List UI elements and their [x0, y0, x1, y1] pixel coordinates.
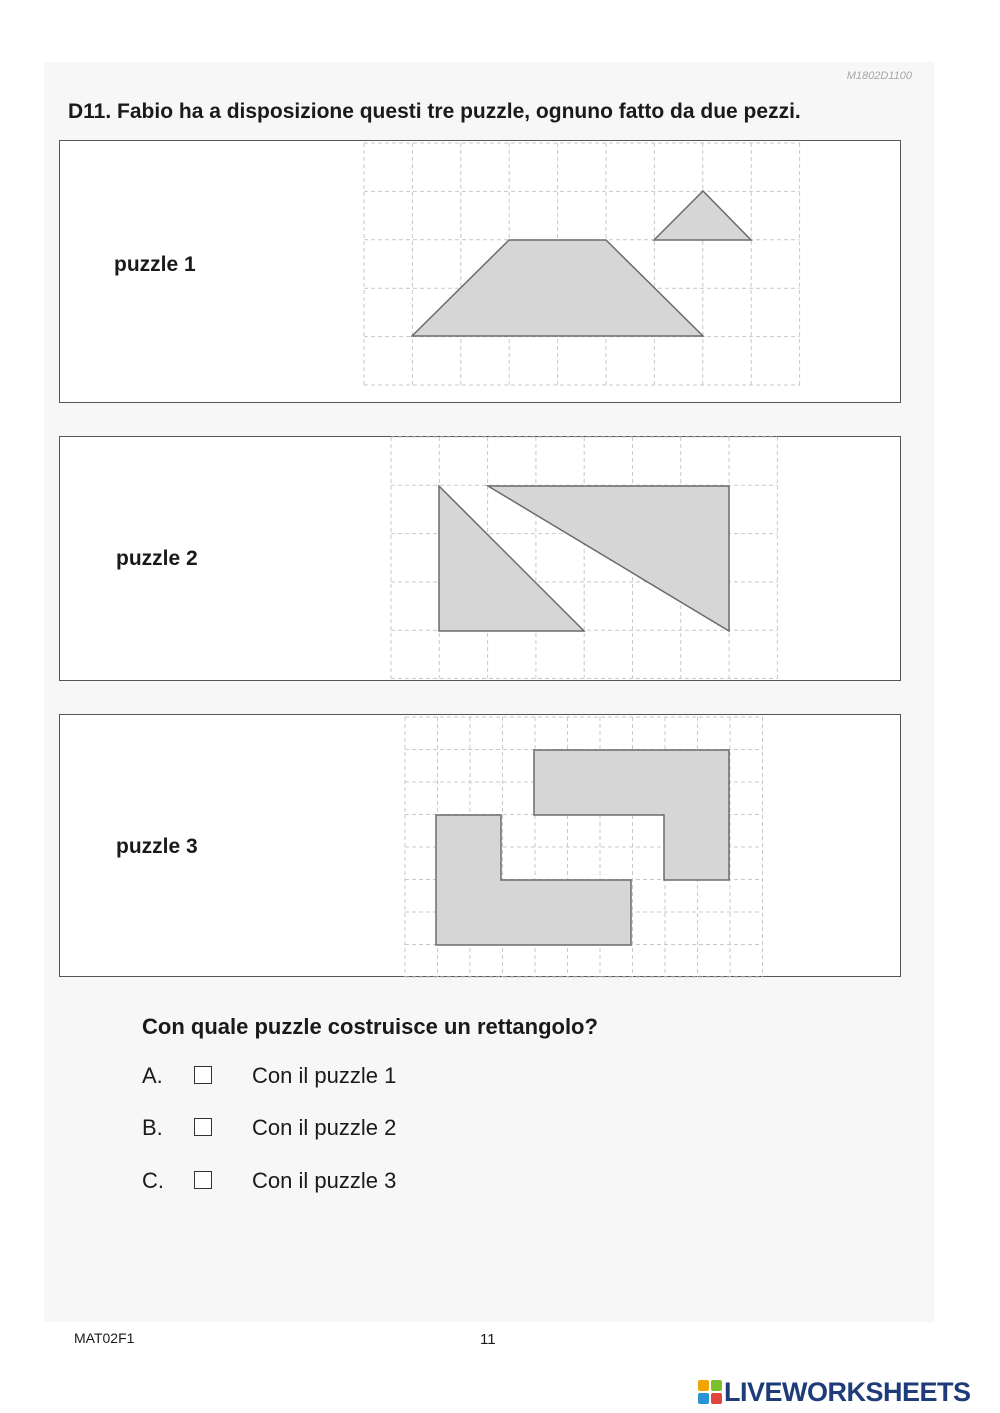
- logo-square-3: [698, 1393, 709, 1404]
- puzzle-1-grid: [364, 143, 804, 389]
- logo-square-1: [698, 1380, 709, 1391]
- puzzle-3-grid: [405, 717, 765, 977]
- option-c-letter: C.: [142, 1168, 164, 1193]
- puzzle-1-triangle-piece: [654, 191, 751, 240]
- puzzle-2-panel: [59, 436, 901, 681]
- logo-square-2: [711, 1380, 722, 1391]
- option-a-text: Con il puzzle 1: [252, 1063, 397, 1088]
- option-a-letter: A.: [142, 1063, 163, 1088]
- puzzle-2-grid: [391, 437, 781, 679]
- liveworksheets-brand[interactable]: [698, 1377, 998, 1411]
- option-b-letter: B.: [142, 1115, 163, 1140]
- puzzle-1-panel: [59, 140, 901, 403]
- puzzle-3-label: puzzle 3: [116, 835, 198, 858]
- footer-page-number: 11: [480, 1331, 496, 1348]
- option-c-checkbox[interactable]: [194, 1171, 212, 1189]
- question-code: M1802D1100: [846, 70, 912, 82]
- puzzle-1-label: puzzle 1: [114, 253, 196, 276]
- question-title: D11. Fabio ha a disposizione questi tre puzzle, ognuno fatto da due pezzi.: [68, 100, 801, 123]
- footer-booklet-code: MAT02F1: [74, 1330, 135, 1346]
- option-a-checkbox[interactable]: [194, 1066, 212, 1084]
- liveworksheets-wordmark: LIVEWORKSHEETS: [724, 1377, 971, 1407]
- liveworksheets-logo-icon: [698, 1380, 722, 1404]
- question-prompt: Con quale puzzle costruisce un rettangolo?: [142, 1014, 598, 1039]
- puzzle-2-label: puzzle 2: [116, 547, 198, 570]
- option-b-text: Con il puzzle 2: [252, 1115, 397, 1140]
- puzzle-3-hook-shape-piece: [534, 750, 729, 880]
- logo-square-4: [711, 1393, 722, 1404]
- option-c-text: Con il puzzle 3: [252, 1168, 397, 1193]
- puzzle-3-panel: [59, 714, 901, 977]
- option-b-checkbox[interactable]: [194, 1118, 212, 1136]
- puzzle-3-l-shape-piece: [436, 815, 631, 945]
